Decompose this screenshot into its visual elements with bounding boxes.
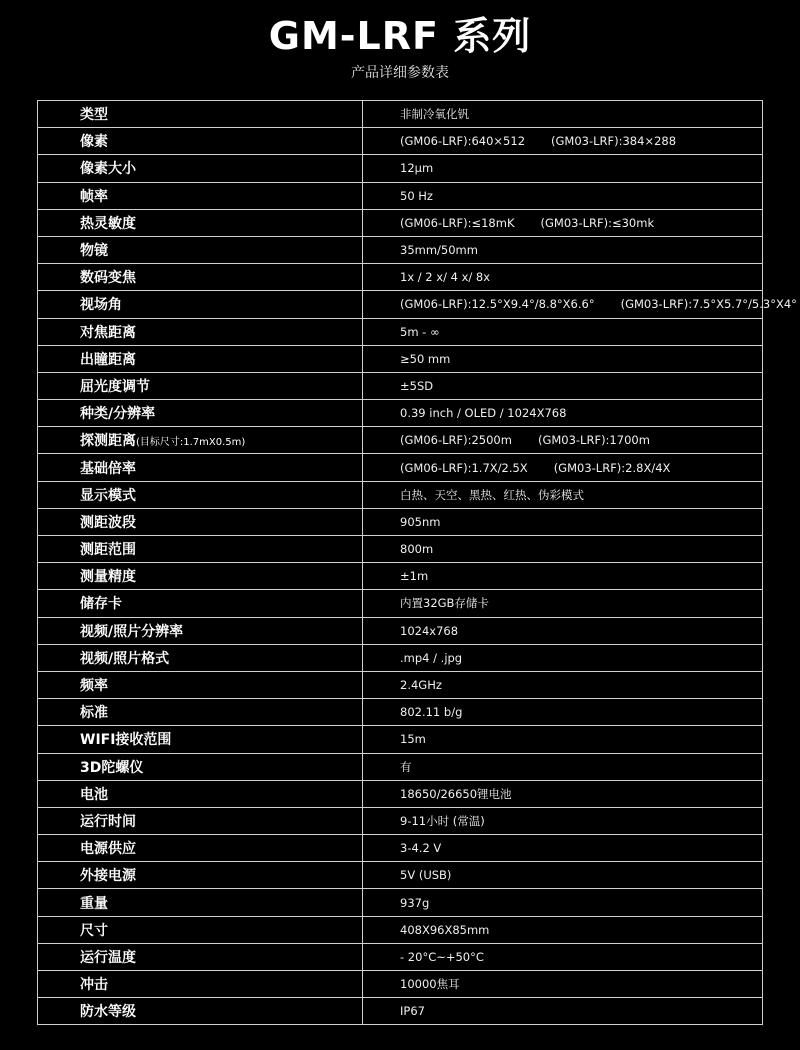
spec-value: .mp4 / .jpg: [400, 650, 463, 665]
spec-value: 408X96X85mm: [400, 922, 490, 937]
spec-value: 2.4GHz: [400, 678, 442, 693]
spec-value-cell: [363, 699, 763, 726]
spec-value: 12μm: [400, 161, 434, 176]
table-row: [38, 971, 763, 998]
spec-label: 像素大小: [80, 161, 136, 178]
spec-label: 防水等级: [80, 1004, 136, 1021]
table-row: [38, 454, 763, 481]
spec-value-cell: [363, 889, 763, 916]
spec-label: 3D陀螺仪: [80, 759, 144, 776]
spec-label: 数码变焦: [80, 270, 136, 287]
table-row: [38, 182, 763, 209]
spec-value-cell: [363, 508, 763, 535]
spec-value-cell: [363, 644, 763, 671]
spec-value-cell: [363, 807, 763, 834]
spec-label-cell: [38, 699, 363, 726]
spec-label-note: (目标尺寸:1.7mX0.5m): [136, 437, 246, 449]
spec-value: - 20°C~+50°C: [400, 949, 484, 964]
table-row: [38, 264, 763, 291]
table-row: [38, 807, 763, 834]
table-row: [38, 345, 763, 372]
spec-label-cell: [38, 318, 363, 345]
spec-label: 冲击: [80, 977, 108, 994]
spec-label-cell: [38, 264, 363, 291]
spec-label-cell: [38, 916, 363, 943]
table-row: [38, 236, 763, 263]
spec-label: 频率: [80, 678, 108, 695]
spec-label: 测量精度: [80, 569, 136, 586]
spec-label-cell: [38, 644, 363, 671]
spec-value-cell: [363, 236, 763, 263]
spec-label-cell: [38, 128, 363, 155]
spec-value: IP67: [400, 1004, 425, 1019]
table-row: [38, 209, 763, 236]
spec-value-cell: [363, 835, 763, 862]
spec-value: (GM06-LRF):640×512: [400, 134, 526, 149]
spec-label: 储存卡: [80, 596, 122, 613]
table-row: [38, 726, 763, 753]
table-row: [38, 508, 763, 535]
spec-value: 5V (USB): [400, 868, 452, 883]
spec-value-cell: [363, 128, 763, 155]
spec-label: 像素: [80, 134, 108, 151]
spec-label: 运行温度: [80, 949, 136, 966]
spec-label-cell: [38, 508, 363, 535]
spec-label: 尺寸: [80, 922, 108, 939]
spec-label-cell: [38, 291, 363, 318]
spec-value: (GM06-LRF):12.5°X9.4°/8.8°X6.6°: [400, 297, 595, 312]
spec-value: 3-4.2 V: [400, 841, 442, 856]
spec-label: 帧率: [80, 188, 108, 205]
spec-value: 905nm: [400, 514, 441, 529]
spec-value-cell: [363, 590, 763, 617]
spec-value-cell: [363, 101, 763, 128]
spec-value-cell: [363, 427, 763, 454]
spec-label-cell: [38, 971, 363, 998]
spec-value-secondary: (GM03-LRF):7.5°X5.7°/5.3°X4°: [620, 297, 797, 312]
spec-label-cell: [38, 563, 363, 590]
spec-label: 热灵敏度: [80, 215, 136, 232]
spec-label: WIFI接收范围: [80, 732, 172, 749]
spec-label: 显示模式: [80, 487, 136, 504]
spec-value: (GM06-LRF):≤18mK: [400, 215, 515, 230]
spec-value: 白热、天空、黑热、红热、伪彩模式: [400, 487, 584, 502]
spec-value: ±1m: [400, 569, 429, 584]
table-row: [38, 291, 763, 318]
spec-value: 800m: [400, 542, 434, 557]
spec-value: ±5SD: [400, 378, 434, 393]
spec-label: 电池: [80, 786, 108, 803]
spec-value: 0.39 inch / OLED / 1024X768: [400, 406, 567, 421]
spec-value-cell: [363, 971, 763, 998]
table-row: [38, 699, 763, 726]
table-row: [38, 862, 763, 889]
spec-label-cell: [38, 862, 363, 889]
spec-label: 视频/照片格式: [80, 650, 170, 667]
spec-value-secondary: (GM03-LRF):384×288: [551, 134, 677, 149]
spec-value-cell: [363, 671, 763, 698]
spec-value-cell: [363, 318, 763, 345]
spec-label-cell: [38, 671, 363, 698]
spec-label-cell: [38, 481, 363, 508]
spec-value: 50 Hz: [400, 188, 433, 203]
spec-label-cell: [38, 590, 363, 617]
spec-value-cell: [363, 916, 763, 943]
spec-label-cell: [38, 454, 363, 481]
spec-label: 出瞳距离: [80, 351, 136, 368]
spec-value-cell: [363, 264, 763, 291]
spec-value-cell: [363, 454, 763, 481]
spec-value-cell: [363, 155, 763, 182]
table-row: [38, 590, 763, 617]
page-subtitle: 产品详细参数表: [351, 65, 449, 81]
spec-label-cell: [38, 101, 363, 128]
spec-label-cell: [38, 807, 363, 834]
spec-label-cell: [38, 617, 363, 644]
table-row: [38, 889, 763, 916]
spec-value-secondary: (GM03-LRF):≤30mk: [540, 215, 655, 230]
table-row: [38, 916, 763, 943]
spec-value: (GM06-LRF):1.7X/2.5X: [400, 460, 528, 475]
spec-label: 运行时间: [80, 813, 136, 830]
spec-value-cell: [363, 481, 763, 508]
spec-value-cell: [363, 617, 763, 644]
spec-value-cell: [363, 753, 763, 780]
spec-label: 外接电源: [80, 868, 136, 885]
spec-label-cell: [38, 345, 363, 372]
spec-value-cell: [363, 780, 763, 807]
spec-value-cell: [363, 345, 763, 372]
table-row: [38, 780, 763, 807]
spec-label: 电源供应: [80, 841, 136, 858]
spec-label: 重量: [80, 895, 108, 912]
spec-value: 35mm/50mm: [400, 243, 478, 258]
spec-value-cell: [363, 372, 763, 399]
page-title: GM-LRF 系列: [268, 14, 532, 58]
table-row: [38, 563, 763, 590]
table-row: [38, 101, 763, 128]
spec-label-cell: [38, 155, 363, 182]
spec-label: 标准: [80, 705, 108, 722]
spec-label-cell: [38, 726, 363, 753]
spec-value-cell: [363, 726, 763, 753]
spec-value: 802.11 b/g: [400, 705, 463, 720]
table-row: [38, 536, 763, 563]
spec-value-cell: [363, 536, 763, 563]
spec-label: 探测距离: [80, 433, 136, 450]
spec-label-cell: [38, 236, 363, 263]
spec-label-cell: [38, 400, 363, 427]
table-row: [38, 671, 763, 698]
spec-label-cell: [38, 835, 363, 862]
spec-label-cell: [38, 209, 363, 236]
spec-label-cell: [38, 780, 363, 807]
spec-label: 物镜: [80, 243, 108, 260]
spec-label-cell: [38, 889, 363, 916]
spec-value-secondary: (GM03-LRF):1700m: [537, 433, 650, 448]
table-row: [38, 644, 763, 671]
spec-value-cell: [363, 291, 797, 318]
spec-value: 937g: [400, 895, 430, 910]
spec-value: 非制冷氧化钒: [400, 107, 469, 122]
spec-value: 5m - ∞: [400, 324, 440, 339]
table-row: [38, 481, 763, 508]
spec-value-cell: [363, 400, 763, 427]
spec-value: 15m: [400, 732, 426, 747]
table-row: [38, 128, 763, 155]
spec-value-secondary: (GM03-LRF):2.8X/4X: [553, 460, 671, 475]
spec-label: 视场角: [80, 297, 122, 314]
spec-value-cell: [363, 943, 763, 970]
table-row: [38, 400, 763, 427]
spec-label: 对焦距离: [80, 324, 136, 341]
spec-label: 基础倍率: [80, 460, 136, 477]
spec-table: [37, 100, 797, 1025]
table-row: [38, 372, 763, 399]
spec-label-cell: [38, 182, 363, 209]
table-row: [38, 617, 763, 644]
table-row: [38, 835, 763, 862]
spec-value-cell: [363, 209, 763, 236]
spec-value: 10000焦耳: [400, 977, 460, 992]
spec-label-cell: [38, 427, 363, 454]
spec-label-cell: [38, 753, 363, 780]
spec-value: ≥50 mm: [400, 351, 451, 366]
table-row: [38, 943, 763, 970]
table-row: [38, 998, 763, 1025]
spec-value-cell: [363, 182, 763, 209]
table-row: [38, 427, 763, 454]
table-row: [38, 155, 763, 182]
spec-label: 种类/分辨率: [80, 406, 156, 423]
spec-label-cell: [38, 943, 363, 970]
spec-value: (GM06-LRF):2500m: [400, 433, 512, 448]
table-row: [38, 318, 763, 345]
spec-label: 测距范围: [80, 542, 136, 559]
spec-value: 内置32GB存储卡: [400, 596, 489, 611]
spec-value-cell: [363, 563, 763, 590]
table-row: [38, 753, 763, 780]
spec-value: 9-11小时 (常温): [400, 813, 485, 828]
spec-label-cell: [38, 998, 363, 1025]
spec-value-cell: [363, 998, 763, 1025]
spec-value: 1x / 2 x/ 4 x/ 8x: [400, 270, 491, 285]
spec-label: 视频/照片分辨率: [80, 623, 184, 640]
spec-value-cell: [363, 862, 763, 889]
spec-label-cell: [38, 372, 363, 399]
spec-value: 1024x768: [400, 623, 459, 638]
spec-value: 有: [400, 759, 412, 774]
spec-value: 18650/26650锂电池: [400, 786, 512, 801]
spec-label: 屈光度调节: [80, 378, 150, 395]
spec-label-cell: [38, 536, 363, 563]
spec-label: 测距波段: [80, 514, 136, 531]
spec-label: 类型: [80, 107, 108, 124]
